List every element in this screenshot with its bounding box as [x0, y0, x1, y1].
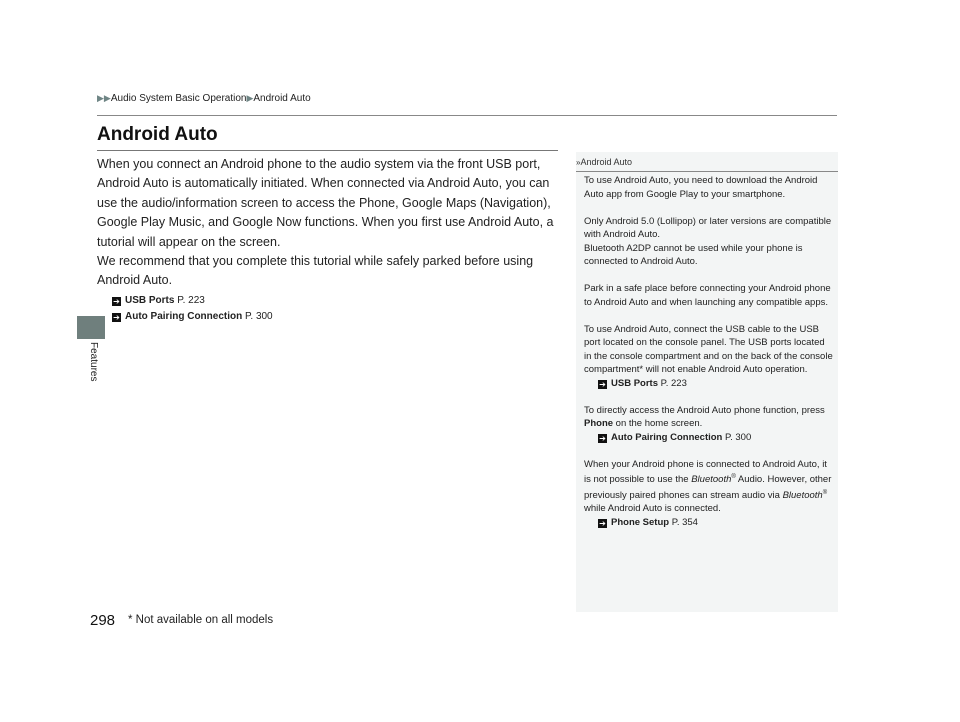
text: Bluetooth — [691, 474, 732, 486]
divider — [97, 150, 558, 151]
note-paragraph: To use Android Auto, you need to download the Android Auto app from Google Play to your smartphone. — [584, 175, 818, 200]
ref-page: P. 223 — [660, 377, 687, 389]
paragraph: We recommend that you complete this tutorial while safely parked before using Android Auto. — [97, 254, 534, 288]
note-paragraph — [584, 215, 834, 269]
page-title: Android Auto — [97, 124, 218, 145]
ref-link-usb-ports[interactable] — [584, 377, 834, 391]
text: Phone — [584, 418, 614, 429]
text: ® — [822, 489, 828, 496]
sidebar-title-text: Android Auto — [580, 157, 632, 167]
ref-page: P. 300 — [725, 431, 752, 443]
divider — [97, 115, 837, 116]
note-paragraph: Park in a safe place before connecting your Android phone to Android Auto and when launching any compatible apps. — [584, 283, 831, 308]
ref-label: USB Ports — [611, 377, 658, 389]
text: Only Android 5.0 (Lollipop) or later versions are compatible with Android Auto. — [584, 215, 832, 240]
note-paragraph — [584, 323, 834, 391]
text: Audio. However, other previously paired phones can stream audio via — [584, 474, 832, 501]
ref-page: P. 354 — [671, 516, 698, 528]
section-tab-marker — [77, 316, 105, 339]
ref-label: Phone Setup — [611, 516, 670, 528]
section-tab-label: Features — [88, 342, 99, 382]
cross-references — [97, 293, 559, 325]
breadcrumb-item[interactable]: Android Auto — [253, 93, 311, 104]
ref-label: Auto Pairing Connection — [125, 310, 243, 322]
reference-arrow-icon: ➔ — [599, 518, 606, 528]
text: ® — [731, 474, 736, 480]
ref-link-phone-setup[interactable] — [584, 516, 834, 530]
paragraph: When you connect an Android phone to the audio system via the front USB port, Android Auto is automatically initiated. When connected via Android Auto, you can use the audio/information screen to access the Phone, Google Maps (Navigation), Google Play Music, and Google Now functions. When you first use Android Auto, a tutorial will appear on the screen. — [97, 157, 554, 249]
page-number: 298 — [90, 612, 116, 629]
ref-page: P. 223 — [177, 294, 205, 306]
ref-label: Auto Pairing Connection — [611, 431, 723, 443]
text: To directly access the Android Auto phone function, press — [584, 404, 825, 416]
text: To use Android Auto, connect the USB cable to the USB port located on the console panel. The USB ports located in the console compartment and on the back of the console compartment* will not enable Android Auto operation. — [584, 323, 833, 375]
text: Bluetooth A2DP cannot be used while your phone is connected to Android Auto. — [584, 242, 803, 267]
main-column — [97, 155, 559, 325]
text: Bluetooth — [782, 489, 823, 501]
text: When your Android phone is connected to Android Auto, it is not possible to use the — [584, 458, 827, 486]
triangle-icon: ▶ — [246, 93, 254, 103]
footnote: * Not available on all models — [128, 614, 274, 626]
breadcrumb-item[interactable]: Audio System Basic Operation — [110, 93, 247, 104]
ref-link-auto-pairing[interactable] — [584, 431, 834, 445]
reference-arrow-icon: ➔ — [599, 379, 606, 389]
reference-arrow-icon: ➔ — [599, 433, 606, 443]
note-icon: » — [576, 158, 581, 167]
ref-label: USB Ports — [125, 294, 175, 306]
reference-arrow-icon: ➔ — [113, 296, 120, 306]
double-triangle-icon: ▶▶ — [97, 93, 111, 103]
sidebar-title — [576, 152, 838, 172]
reference-arrow-icon: ➔ — [113, 312, 120, 322]
breadcrumb — [97, 93, 311, 104]
ref-link-usb-ports[interactable] — [112, 293, 559, 309]
ref-page: P. 300 — [245, 310, 273, 322]
note-paragraph — [584, 404, 834, 445]
note-paragraph — [584, 458, 834, 530]
sidebar-body — [576, 172, 838, 529]
ref-link-auto-pairing[interactable] — [112, 309, 559, 325]
sidebar-note — [576, 152, 838, 612]
text: on the home screen. — [613, 418, 703, 429]
text: while Android Auto is connected. — [584, 503, 721, 515]
main-text — [97, 155, 559, 291]
